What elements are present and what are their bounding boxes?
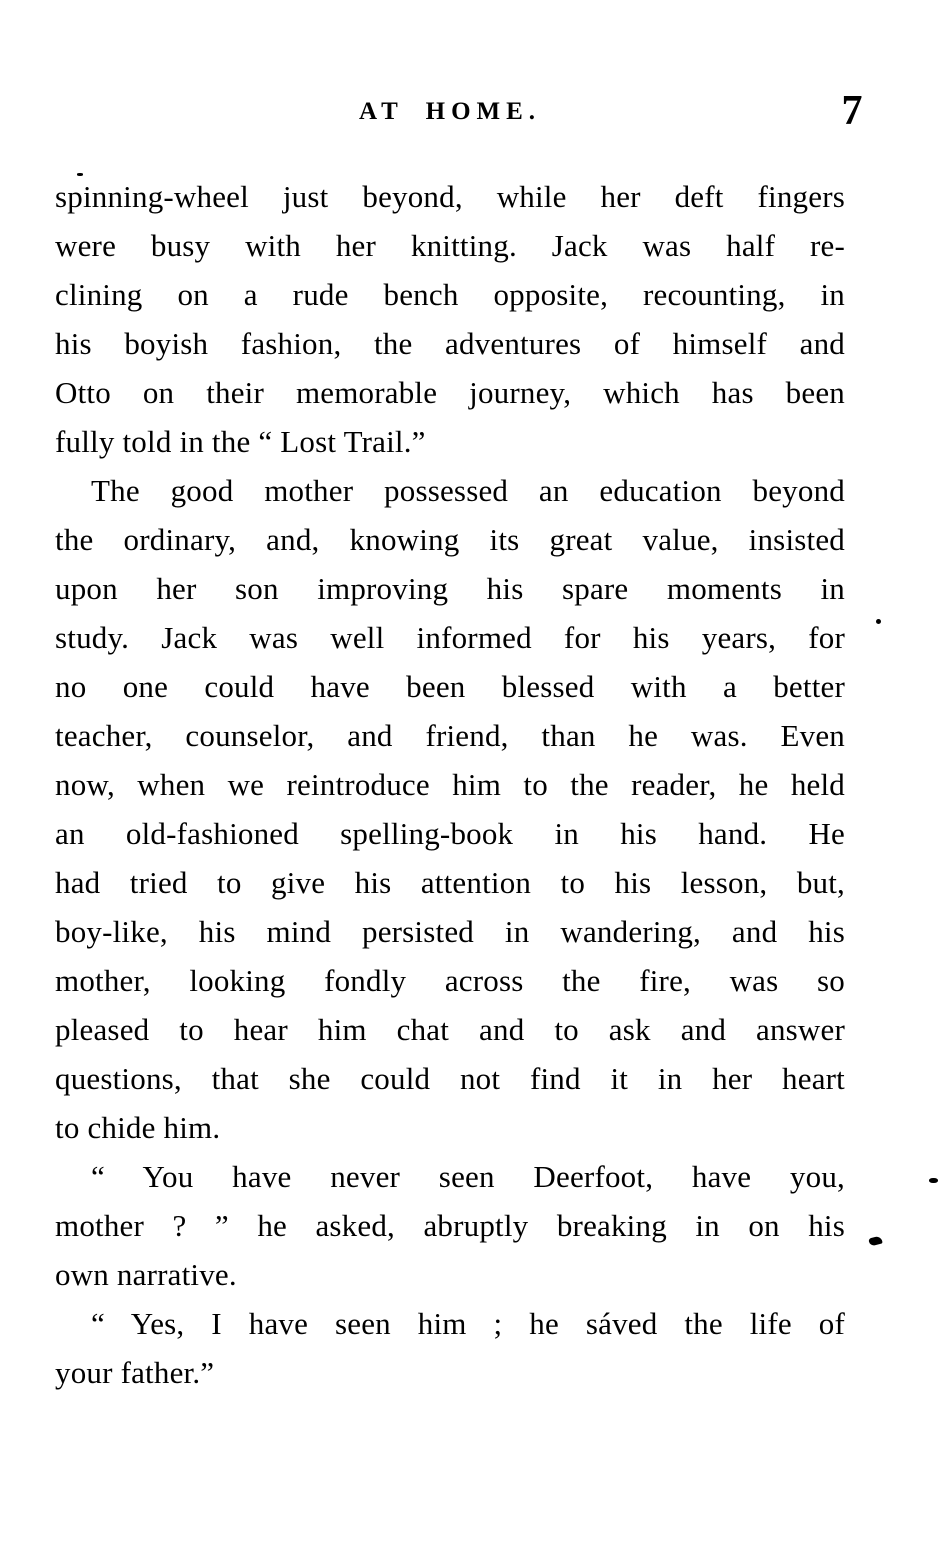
ink-speck xyxy=(868,1236,883,1247)
text-line: spinning-wheel just beyond, while her deft fingers xyxy=(55,179,845,214)
ink-speck xyxy=(77,173,83,176)
text-line: boy-like, his mind persisted in wandering, and his xyxy=(55,914,845,949)
text-line: study. Jack was well informed for his years, for xyxy=(55,620,845,655)
text-line: mother, looking fondly across the fire, was so xyxy=(55,963,845,998)
text-line: the ordinary, and, knowing its great value, insisted xyxy=(55,522,845,557)
text-line: teacher, counselor, and friend, than he was. Even xyxy=(55,718,845,753)
text-line: no one could have been blessed with a better xyxy=(55,669,845,704)
text-line: upon her son improving his spare moments in xyxy=(55,571,845,606)
text-line: clining on a rude bench opposite, recounting, in xyxy=(55,277,845,312)
page-number: 7 xyxy=(841,88,863,134)
text-line: an old-fashioned spelling-book in his hand. He xyxy=(55,816,845,851)
running-title: AT HOME. xyxy=(358,98,542,125)
text-line: fully told in the “ Lost Trail.” xyxy=(55,424,426,459)
text-line: your father.” xyxy=(55,1355,215,1390)
ink-speck xyxy=(929,1178,938,1183)
body-text xyxy=(55,172,845,1397)
text-line: had tried to give his attention to his lesson, but, xyxy=(55,865,845,900)
text-line: his boyish fashion, the adventures of himself and xyxy=(55,326,845,361)
text-line: Otto on their memorable journey, which has been xyxy=(55,375,845,410)
text-line: “ You have never seen Deerfoot, have you, xyxy=(91,1159,845,1194)
running-header xyxy=(55,88,863,143)
text-line: mother ? ” he asked, abruptly breaking in on his xyxy=(55,1208,845,1243)
text-line: to chide him. xyxy=(55,1110,221,1145)
text-line: pleased to hear him chat and to ask and answer xyxy=(55,1012,845,1047)
ink-speck xyxy=(876,619,881,624)
text-line: The good mother possessed an education beyond xyxy=(91,473,845,508)
text-line: “ Yes, I have seen him ; he sáved the life of xyxy=(91,1306,845,1341)
text-line: own narrative. xyxy=(55,1257,237,1292)
text-line: questions, that she could not find it in her heart xyxy=(55,1061,845,1096)
text-line: now, when we reintroduce him to the reader, he held xyxy=(55,767,845,802)
text-line: were busy with her knitting. Jack was half re- xyxy=(55,228,845,263)
